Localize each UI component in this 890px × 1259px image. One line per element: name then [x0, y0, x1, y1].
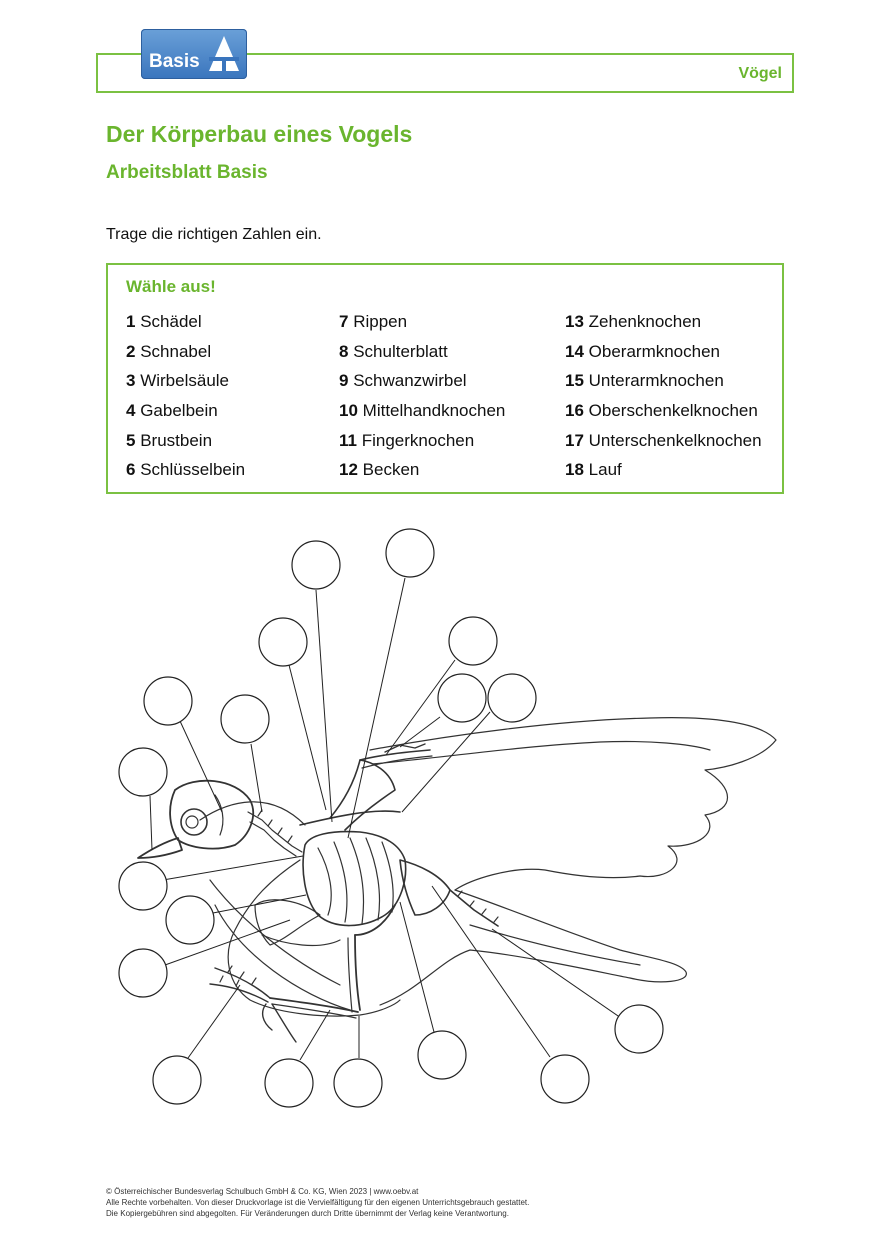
answer-circle[interactable] [153, 1056, 201, 1104]
choice-number: 10 [339, 401, 358, 420]
eye-socket [181, 809, 207, 835]
skull-detail [215, 795, 223, 835]
footer-line: © Österreichischer Bundesverlag Schulbuch GmbH & Co. KG, Wien 2023 | www.oebv.at [106, 1187, 419, 1196]
page-title: Der Körperbau eines Vogels [106, 121, 413, 147]
choice-label: Gabelbein [140, 401, 218, 420]
choice-label: Rippen [353, 312, 408, 331]
sternum-shape [255, 900, 320, 945]
eye-socket-inner [186, 816, 198, 828]
choice-number: 9 [339, 371, 349, 390]
footer-line: Alle Rechte vorbehalten. Von dieser Druckvorlage ist die Vervielfältigung für den eigenen Unterrichtsgebrauch gestattet. [106, 1198, 530, 1207]
answer-circle[interactable] [119, 862, 167, 910]
tail-outline [380, 890, 686, 1005]
answer-circle[interactable] [334, 1059, 382, 1107]
logo-text: Basis [149, 51, 200, 72]
choice-heading: Wähle aus! [126, 277, 216, 296]
footer-line: Die Kopiergebühren sind abgegolten. Für Veränderungen durch Dritte übernimmt der Verlag keine Verantwortung. [106, 1209, 509, 1218]
choice-label: Schulterblatt [353, 342, 448, 361]
choice-number: 15 [565, 371, 584, 390]
choice-label: Oberschenkelknochen [588, 401, 758, 420]
answer-circle[interactable] [144, 677, 192, 725]
choice-number: 4 [126, 401, 136, 420]
instruction-text: Trage die richtigen Zahlen ein. [106, 226, 322, 243]
choice-number: 11 [339, 431, 357, 450]
answer-circle[interactable] [119, 748, 167, 796]
choice-label: Zehenknochen [588, 312, 702, 331]
choice-label: Schlüsselbein [140, 460, 246, 479]
choice-label: Oberarmknochen [588, 342, 720, 361]
tibia-2 [348, 938, 352, 1012]
answer-circle[interactable] [449, 617, 497, 665]
answer-circle[interactable] [265, 1059, 313, 1107]
choice-label: Unterarmknochen [588, 371, 724, 390]
footer [106, 1186, 529, 1219]
choice-number: 3 [126, 371, 136, 390]
choice-number: 12 [339, 460, 358, 479]
choice-number: 8 [339, 342, 349, 361]
pelvis [400, 860, 450, 915]
neck-vertebrae-2 [250, 822, 296, 856]
page-subtitle: Arbeitsblatt Basis [106, 162, 268, 183]
choice-label: Schnabel [140, 342, 212, 361]
beak-outline [138, 838, 182, 858]
answer-circle[interactable] [292, 541, 340, 589]
answer-circle[interactable] [221, 695, 269, 743]
answer-circle[interactable] [438, 674, 486, 722]
choice-label: Unterschenkelknochen [588, 431, 762, 450]
scapula [300, 811, 400, 825]
choice-number: 16 [565, 401, 584, 420]
answer-circle[interactable] [541, 1055, 589, 1103]
forearm [360, 750, 430, 760]
choice-number: 14 [565, 342, 584, 361]
answer-circle[interactable] [119, 949, 167, 997]
belly-line-2 [215, 905, 350, 1010]
choice-label: Wirbelsäule [140, 371, 230, 390]
choice-label: Schädel [140, 312, 202, 331]
tibia [355, 935, 360, 1010]
choice-number: 7 [339, 312, 349, 331]
choice-label: Becken [362, 460, 420, 479]
answer-circle[interactable] [418, 1031, 466, 1079]
choice-number: 5 [126, 431, 136, 450]
choice-label: Mittelhandknochen [362, 401, 506, 420]
choice-label: Fingerknochen [361, 431, 475, 450]
tail-vertebrae [450, 890, 498, 926]
answer-circle[interactable] [615, 1005, 663, 1053]
choice-number: 18 [565, 460, 584, 479]
choice-label: Brustbein [140, 431, 213, 450]
choice-number: 2 [126, 342, 136, 361]
ribcage-outline [303, 832, 406, 926]
choice-number: 17 [565, 431, 584, 450]
choice-number: 13 [565, 312, 584, 331]
choice-label: Schwanzwirbel [353, 371, 467, 390]
answer-circle[interactable] [386, 529, 434, 577]
choice-number: 1 [126, 312, 136, 331]
answer-circle[interactable] [166, 896, 214, 944]
subject-label: Vögel [738, 65, 782, 82]
choice-label: Lauf [588, 460, 622, 479]
body-outline [228, 860, 400, 1016]
neck-vertebrae [248, 812, 302, 852]
answer-circle[interactable] [259, 618, 307, 666]
answer-circle[interactable] [488, 674, 536, 722]
choice-number: 6 [126, 460, 136, 479]
